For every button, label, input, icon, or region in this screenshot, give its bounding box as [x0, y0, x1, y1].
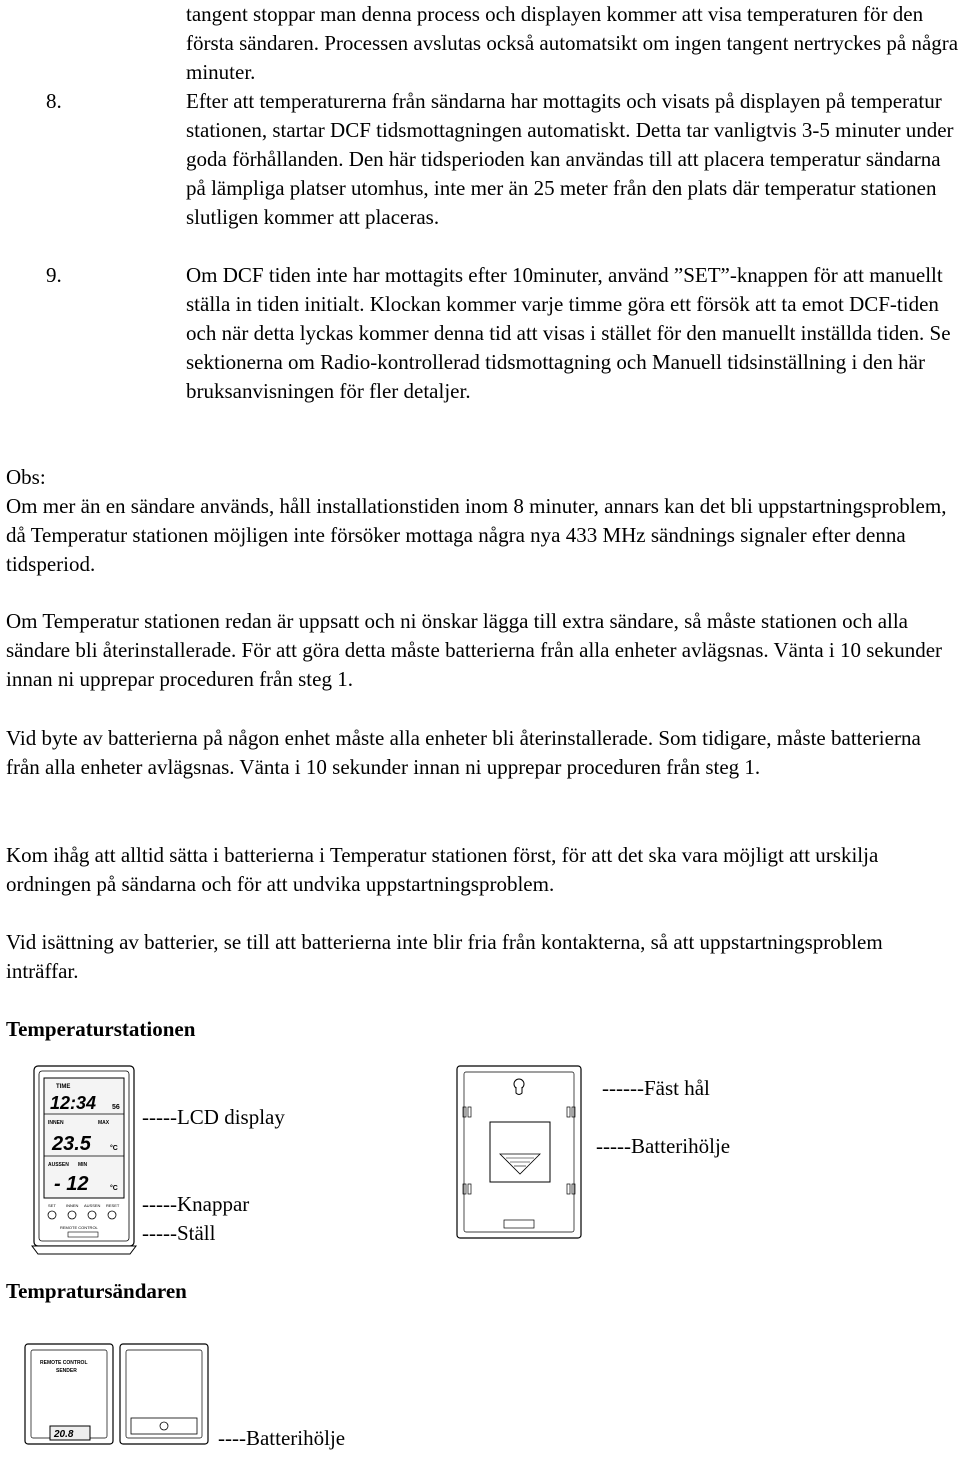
label-lcd-display: -----LCD display: [142, 1105, 285, 1129]
lcd-indoor-unit: °C: [110, 1145, 118, 1152]
lcd-min-label: MIN: [78, 1162, 88, 1168]
label-buttons: -----Knappar: [142, 1192, 250, 1216]
sender-title-line2: SENDER: [56, 1368, 77, 1374]
list-item-text: Efter att temperaturerna från sändarna har mottagits och visats på displayen på temperatur stationen, startar DCF tidsmottagningen automatiskt. Detta tar vanligtvis 3-5 minuter under goda förhållanden. Den här tidsperioden kan användas till att placera temperatur sändarna på lämpliga platser utomhus, inte mer än 25 meter från den plats där temperatur stationen slutligen kommer att placeras.: [186, 89, 954, 229]
lcd-time-value: 12:34: [50, 1093, 97, 1113]
label-stand: -----Ställ: [142, 1221, 216, 1245]
battery-cover: [490, 1122, 550, 1182]
lcd-time-label: TIME: [56, 1084, 71, 1090]
lcd-outdoor-value: - 12: [54, 1173, 89, 1195]
heading-station: Temperaturstationen: [6, 1017, 196, 1041]
obs-label: Obs:: [6, 465, 46, 489]
lcd-seconds: 56: [112, 1104, 120, 1111]
list-item-text: tangent stoppar man denna process och displayen kommer att visa temperaturen för den första sändaren. Processen avslutas också automatsikt om ingen tangent nertryckes på några minuter.: [186, 2, 959, 84]
label-mounting-hole: ------Fäst hål: [602, 1076, 710, 1100]
label-battery-cover-station: -----Batterihölje: [596, 1134, 731, 1158]
button-label-reset: RESET: [106, 1203, 120, 1208]
sender-front-illustration: [22, 1340, 117, 1448]
station-back-illustration: [454, 1062, 584, 1242]
heading-sender: Tempratursändaren: [6, 1279, 187, 1303]
button-label-innen: INNEN: [66, 1203, 79, 1208]
station-button-reset[interactable]: [108, 1211, 116, 1219]
button-label-aussen: AUSSEN: [84, 1203, 101, 1208]
paragraph-obs-1: Om mer än en sändare används, håll installationstiden inom 8 minuter, annars kan det bli uppstartningsproblem, då Temperatur stationen möjligen inte försöker mottaga några nya 433 MHz sändnings signaler efter denna tidsperiod.: [6, 494, 947, 576]
lcd-max-label: MAX: [98, 1120, 110, 1126]
button-label-set: SET: [48, 1203, 56, 1208]
screw-icon: [160, 1422, 168, 1430]
station-front-illustration: [30, 1062, 140, 1257]
sender-back-illustration: [117, 1340, 212, 1448]
paragraph-obs-3: Vid byte av batterierna på någon enhet måste alla enheter bli återinstallerade. Som tidigare, måste batterierna från alla enheter avlägsnas. Vänta i 10 sekunder innan ni upprepar proceduren från steg 1.: [6, 726, 921, 779]
sender-display-value: 20.8: [54, 1429, 74, 1440]
lcd-indoor-value: 23.5: [52, 1133, 91, 1155]
mounting-hole-icon: [514, 1079, 524, 1095]
station-stand: [32, 1246, 136, 1254]
list-item-number: 9.: [46, 263, 62, 287]
station-button-set[interactable]: [48, 1211, 56, 1219]
lcd-outdoor-unit: °C: [110, 1185, 118, 1192]
station-footer-label: REMOTE CONTROL: [60, 1225, 98, 1230]
sender-title-line1: REMOTE CONTROL: [40, 1360, 88, 1366]
paragraph-obs-5: Vid isättning av batterier, se till att batterierna inte blir fria från kontakterna, så att uppstartningsproblem inträffar.: [6, 930, 883, 983]
paragraph-obs-2: Om Temperatur stationen redan är uppsatt och ni önskar lägga till extra sändare, så måste stationen och alla sändare bli återinstallerade. För att göra detta måste batterierna från alla enheter avlägsnas. Vänta i 10 sekunder innan ni upprepar proceduren från steg 1.: [6, 609, 943, 691]
label-battery-cover-sender: ----Batterihölje: [218, 1426, 346, 1450]
paragraph-obs-4: Kom ihåg att alltid sätta i batterierna i Temperatur stationen först, för att det ska vara möjligt att urskilja ordningen på sändarna och för att undvika uppstartningsproblem.: [6, 843, 879, 896]
list-item-text: Om DCF tiden inte har mottagits efter 10minuter, använd ”SET”-knappen för att manuellt ställa in tiden initialt. Klockan kommer varje timme göra ett försök att ta emot DCF-tiden och när detta lyckas kommer denna tid att visas i stället för den manuellt inställda tiden. Se sektionerna om Radio-kontrollerad tidsmottagning och Manuell tidsinställning i den här bruksanvisningen för fler detaljer.: [186, 263, 951, 403]
station-button-innen[interactable]: [68, 1211, 76, 1219]
lcd-outdoor-label: AUSSEN: [48, 1162, 69, 1168]
list-item-number: 8.: [46, 89, 62, 113]
station-button-aussen[interactable]: [88, 1211, 96, 1219]
lcd-indoor-label: INNEN: [48, 1120, 64, 1126]
